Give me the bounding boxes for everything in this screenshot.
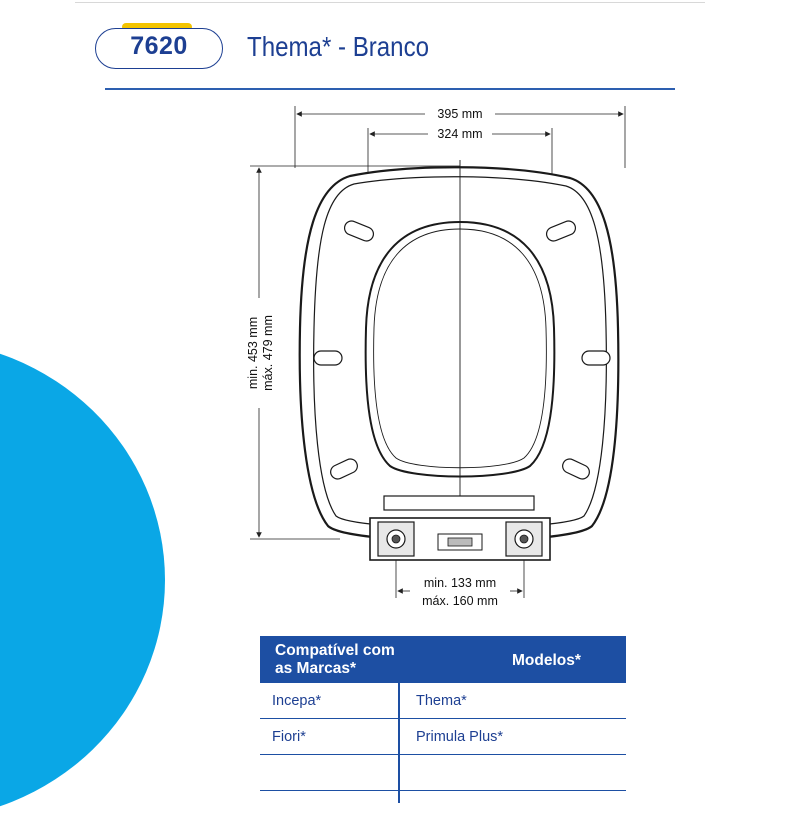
header-rule <box>105 88 675 90</box>
cell-brand: Fiori* <box>272 729 306 745</box>
header-model: Modelos* <box>512 652 581 669</box>
dim-hinge <box>396 560 524 608</box>
toilet-seat-drawing <box>230 98 650 618</box>
dim-width-outer-label: 395 mm <box>437 107 483 121</box>
table-header <box>260 636 626 683</box>
dim-hinge-min-label: min. 133 mm <box>423 576 497 590</box>
top-divider <box>75 2 705 3</box>
header-brand: Compatível com as Marcas* <box>275 642 395 677</box>
table-row <box>260 755 626 791</box>
table-row <box>260 791 626 826</box>
cell-brand: Incepa* <box>272 693 322 709</box>
dim-length-min-label: min. 453 mm <box>246 316 260 390</box>
table-row <box>260 683 626 719</box>
decorative-blue-arc <box>0 340 165 820</box>
cell-model: Primula Plus* <box>416 729 504 745</box>
compatibility-table <box>260 636 626 826</box>
dim-hinge-max-label: máx. 160 mm <box>422 594 498 608</box>
table-row <box>260 719 626 755</box>
product-code: 7620 <box>130 32 188 60</box>
hinge-assembly <box>370 496 550 560</box>
dim-width-inner-label: 324 mm <box>437 127 483 141</box>
cell-model: Thema* <box>416 693 467 709</box>
dim-length-max-label: máx. 479 mm <box>261 315 275 391</box>
product-title: Thema* - Branco <box>247 31 430 62</box>
